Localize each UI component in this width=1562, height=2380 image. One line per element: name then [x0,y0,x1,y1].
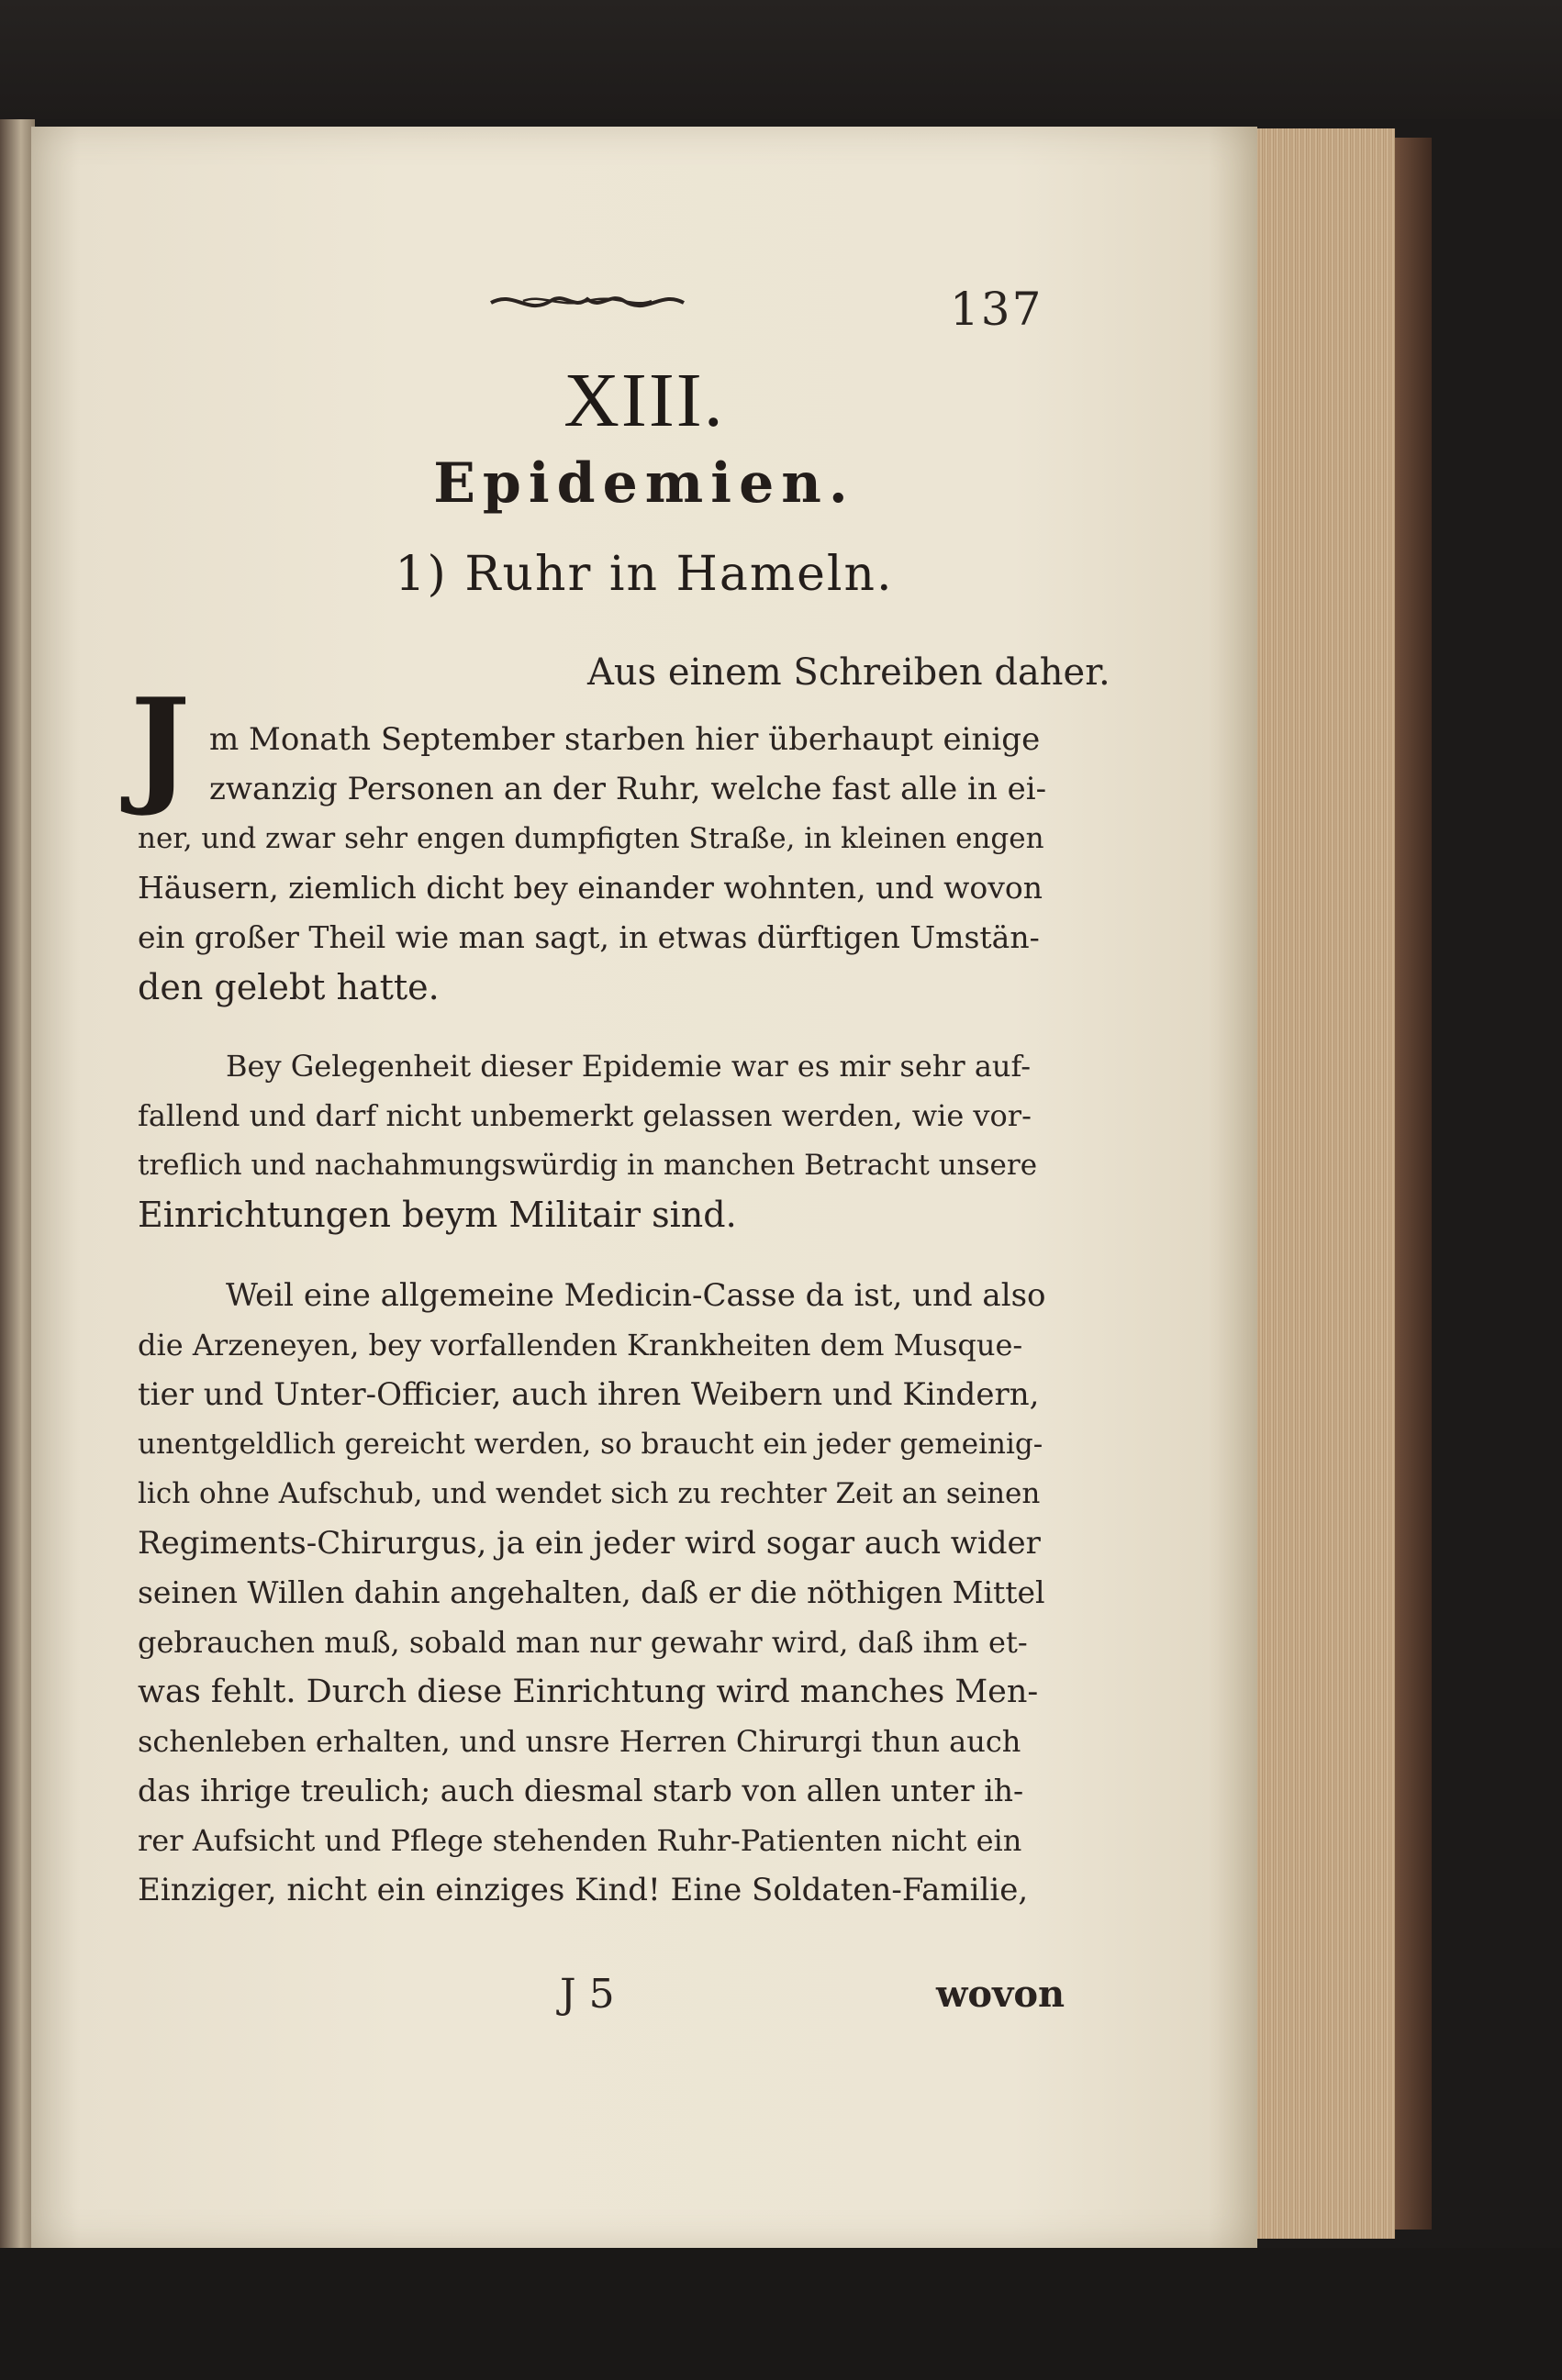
text-line: seinen Willen dahin angehalten, daß er die nöthigen Mittel [138,1574,1045,1610]
text-line: zwanzig Personen an der Ruhr, welche fast alle in ei- [209,771,1047,807]
source-line: Aus einem Schreiben daher. [587,651,1110,694]
scan-backdrop [0,0,1562,119]
text-line: ein großer Theil wie man sagt, in etwas dürftigen Umstän- [138,919,1040,955]
text-line: tier und Unter-Officier, auch ihren Weibern und Kindern, [138,1376,1040,1413]
text-line: gebrauchen muß, sobald man nur gewahr wird, daß ihm et- [138,1625,1028,1660]
text-line: das ihrige treulich; auch diesmal starb von allen unter ih- [138,1773,1024,1808]
scan-bottom-backdrop [0,2248,1562,2380]
text-line: m Monath September starben hier überhaupt einige [209,721,1041,758]
book-cover-edge [1395,138,1432,2230]
text-line: lich ohne Aufschub, und wendet sich zu rechter Zeit an seinen [138,1477,1041,1510]
previous-page-edge [0,119,35,2257]
page-number: 137 [950,283,1043,336]
chapter-number: XIII. [563,358,725,443]
text-line: fallend und darf nicht unbemerkt gelassen werden, wie vor- [138,1098,1032,1133]
text-line: schenleben erhalten, und unsre Herren Chirurgi thun auch [138,1724,1021,1759]
headpiece-ornament-icon [486,283,688,319]
section-title: 1) Ruhr in Hameln. [395,547,894,602]
text-line: Einrichtungen beym Militair sind. [138,1195,737,1235]
text-line: Weil eine allgemeine Medicin-Casse da ist, und also [226,1277,1046,1314]
text-line: den gelebt hatte. [138,967,440,1007]
text-line: unentgeldlich gereicht werden, so braucht ein jeder gemeinig- [138,1428,1043,1461]
signature-mark: J 5 [560,1971,615,2018]
text-line: Bey Gelegenheit dieser Epidemie war es mir sehr auf- [226,1049,1032,1084]
text-line: rer Aufsicht und Pflege stehenden Ruhr-Patienten nicht ein [138,1823,1022,1858]
drop-cap-initial: J [130,670,191,819]
chapter-title: Epidemien. [433,451,855,516]
text-line: was fehlt. Durch diese Einrichtung wird manches Men- [138,1674,1039,1710]
catchword: wovon [936,1973,1066,2016]
text-line: Regiments-Chirurgus, ja ein jeder wird sogar auch wider [138,1525,1041,1562]
text-line: Häusern, ziemlich dicht bey einander wohnten, und wovon [138,870,1043,906]
text-line: Einziger, nicht ein einziges Kind! Eine Soldaten-Familie, [138,1872,1029,1908]
text-line: treflich und nachahmungswürdig in manchen Betracht unsere [138,1149,1038,1182]
text-line: die Arzeneyen, bey vorfallenden Krankheiten dem Musque- [138,1328,1023,1362]
text-line: ner, und zwar sehr engen dumpfigten Straße, in kleinen engen [138,822,1044,855]
page-block-edge [1257,128,1395,2239]
